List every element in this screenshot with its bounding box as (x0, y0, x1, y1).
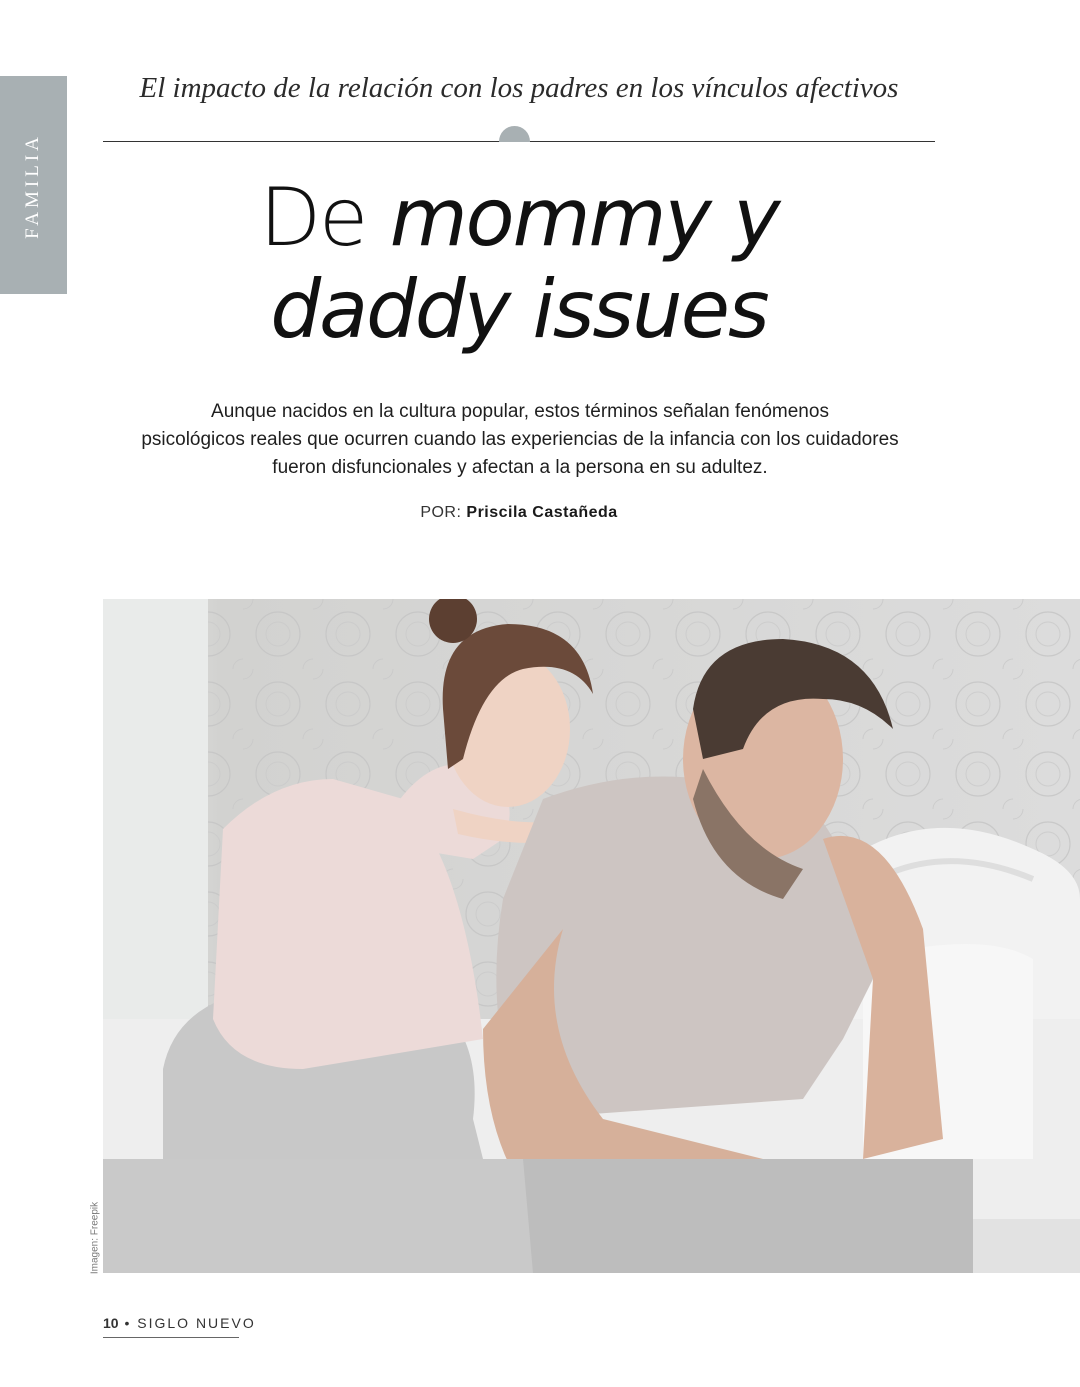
headline-line-2: daddy issues (270, 263, 768, 356)
folio-rule (103, 1337, 239, 1338)
kicker: El impacto de la relación con los padres en los vínculos afectivos (139, 72, 899, 104)
byline (103, 504, 935, 522)
page-number: 10 (103, 1315, 119, 1331)
divider-dot (499, 126, 530, 142)
dek-line: psicológicos reales que ocurren cuando las experiencias de la infancia con los cuidadores (141, 429, 899, 450)
byline-author: Priscila Castañeda (466, 504, 618, 521)
headline-word-mommy: mommy y (389, 171, 779, 264)
page-folio (103, 1315, 256, 1331)
folio-separator: • (124, 1315, 132, 1331)
dek (110, 398, 930, 482)
couple-photo (103, 599, 1080, 1273)
dek-line: fueron disfuncionales y afectan a la persona en su adultez. (272, 457, 768, 478)
headline (103, 172, 935, 356)
byline-prefix: POR: (420, 504, 462, 521)
headline-word-de: De (259, 171, 367, 264)
photo-credit: Imagen: Freepik (89, 1201, 101, 1275)
section-label: FAMILIA (22, 133, 43, 239)
publication-name: SIGLO NUEVO (137, 1315, 256, 1331)
photo-illustration (103, 599, 1080, 1273)
dek-line: Aunque nacidos en la cultura popular, estos términos señalan fenómenos (211, 401, 829, 422)
